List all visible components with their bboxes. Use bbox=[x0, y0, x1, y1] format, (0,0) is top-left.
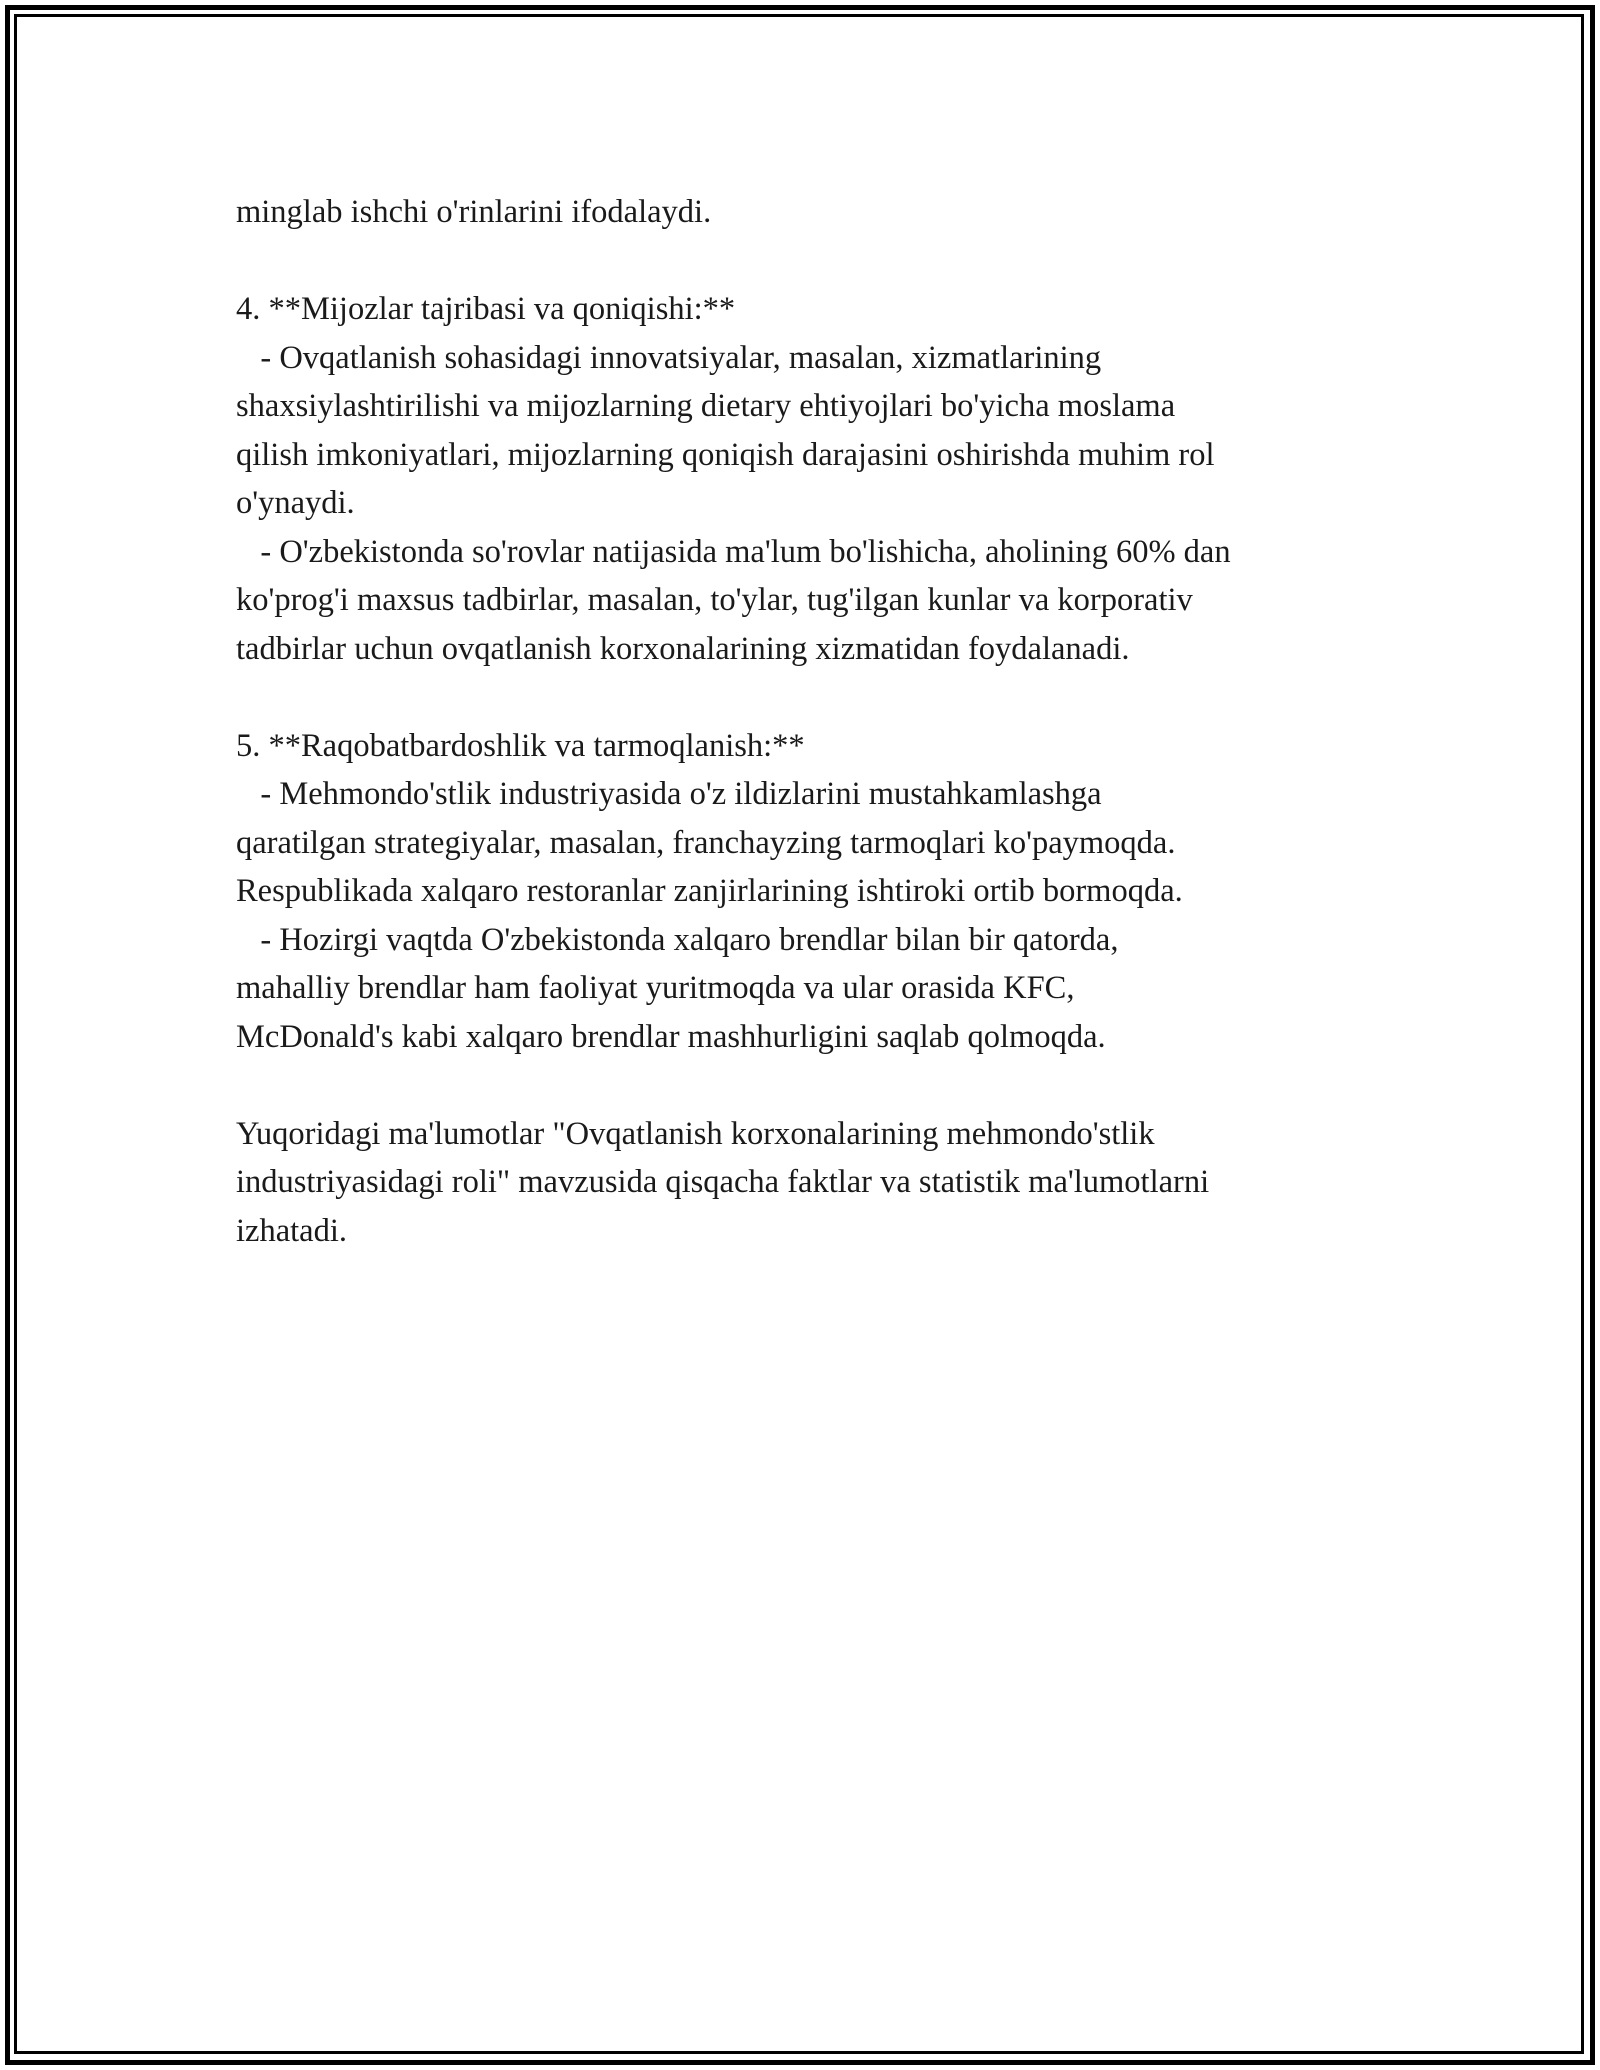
text-line: industriyasidagi roli" mavzusida qisqacha faktlar va statistik ma'lumotlarni bbox=[236, 1164, 1210, 1200]
text-line: izhatadi. bbox=[236, 1212, 347, 1249]
paragraph-spacer bbox=[236, 237, 1396, 286]
text-line: Yuqoridagi ma'lumotlar "Ovqatlanish korxonalarining mehmondo'stlik bbox=[236, 1115, 1155, 1152]
section-customer-experience bbox=[236, 285, 1396, 673]
paragraph-spacer bbox=[236, 1061, 1396, 1110]
text-line: qilish imkoniyatlari, mijozlarning qoniqish darajasini oshirishda muhim rol bbox=[236, 436, 1215, 473]
text-line: - Mehmondo'stlik industriyasida o'z ildizlarini mustahkamlashga bbox=[236, 776, 1102, 812]
document-body bbox=[236, 188, 1396, 1255]
text-line: mahalliy brendlar ham faoliyat yuritmoqda va ular orasida KFC, bbox=[236, 970, 1075, 1006]
text-line: minglab ishchi o'rinlarini ifodalaydi. bbox=[236, 194, 712, 230]
section-heading: 4. **Mijozlar tajribasi va qoniqishi:** bbox=[236, 291, 736, 327]
text-line: o'ynaydi. bbox=[236, 485, 355, 521]
text-line: McDonald's kabi xalqaro brendlar mashhurligini saqlab qolmoqda. bbox=[236, 1018, 1106, 1055]
paragraph-spacer bbox=[236, 673, 1396, 722]
text-line: qaratilgan strategiyalar, masalan, franchayzing tarmoqlari ko'paymoqda. bbox=[236, 824, 1176, 861]
bullet-item bbox=[236, 528, 1396, 674]
text-line: Respublikada xalqaro restoranlar zanjirlarining ishtiroki ortib bormoqda. bbox=[236, 873, 1183, 909]
continuation-paragraph bbox=[236, 188, 1396, 237]
text-line: shaxsiylashtirilishi va mijozlarning dietary ehtiyojlari bo'yicha moslama bbox=[236, 388, 1176, 424]
text-line: - O'zbekistonda so'rovlar natijasida ma'lum bo'lishicha, aholining 60% dan bbox=[236, 533, 1231, 570]
text-line: - Hozirgi vaqtda O'zbekistonda xalqaro brendlar bilan bir qatorda, bbox=[236, 921, 1119, 958]
section-heading: 5. **Raqobatbardoshlik va tarmoqlanish:** bbox=[236, 727, 805, 764]
bullet-item bbox=[236, 916, 1396, 1062]
bullet-item bbox=[236, 334, 1396, 528]
text-line: tadbirlar uchun ovqatlanish korxonalarining xizmatidan foydalanadi. bbox=[236, 630, 1130, 667]
section-competitiveness bbox=[236, 722, 1396, 1062]
text-line: ko'prog'i maxsus tadbirlar, masalan, to'ylar, tug'ilgan kunlar va korporativ bbox=[236, 582, 1193, 618]
text-line: - Ovqatlanish sohasidagi innovatsiyalar, masalan, xizmatlarining bbox=[236, 339, 1102, 376]
closing-paragraph bbox=[236, 1110, 1396, 1256]
bullet-item bbox=[236, 770, 1396, 916]
